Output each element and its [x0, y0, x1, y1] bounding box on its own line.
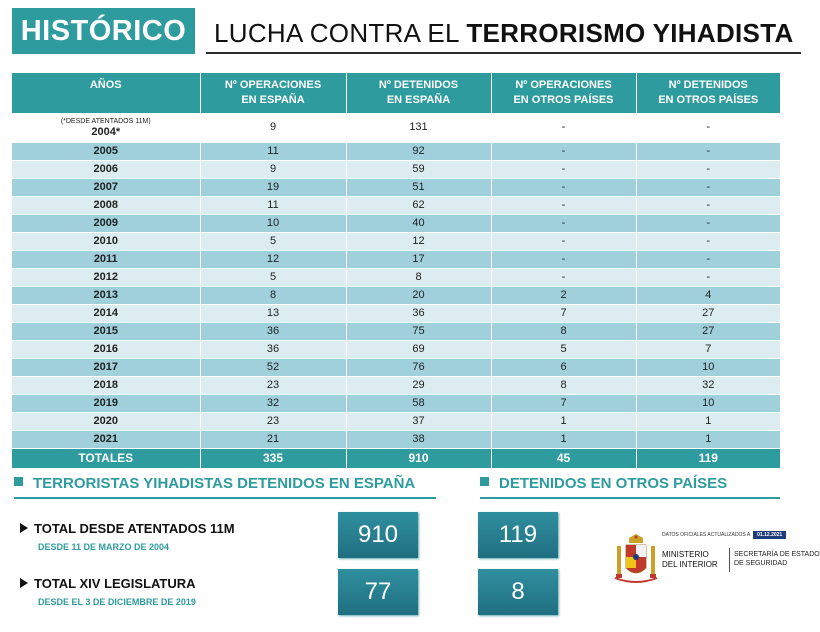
- table-row: [12, 394, 780, 412]
- ops-spain-cell: 11: [200, 142, 346, 160]
- ops-spain-cell: 9: [200, 160, 346, 178]
- ops-other-cell: -: [491, 232, 636, 250]
- ops-spain-cell: 36: [200, 322, 346, 340]
- ops-other-cell: 7: [491, 394, 636, 412]
- col-header-ops-spain: Nº OPERACIONES EN ESPAÑA: [200, 73, 346, 113]
- total-since-11m-subtitle: DESDE 11 DE MARZO DE 2004: [38, 542, 170, 552]
- detained-other-cell: 1: [636, 430, 780, 448]
- ops-spain-cell: 5: [200, 232, 346, 250]
- detained-spain-cell: 38: [346, 430, 491, 448]
- detained-other-cell: -: [636, 142, 780, 160]
- ops-other-cell: 6: [491, 358, 636, 376]
- ops-spain-cell: 32: [200, 394, 346, 412]
- table-row: [12, 113, 780, 142]
- detained-other-cell: 27: [636, 304, 780, 322]
- table-row: [12, 178, 780, 196]
- year-cell: 2008: [12, 196, 200, 214]
- detained-other-cell: -: [636, 196, 780, 214]
- totals-row: [12, 448, 780, 468]
- arrow-icon: [20, 578, 28, 588]
- detained-spain-cell: 8: [346, 268, 491, 286]
- detained-other-cell: 7: [636, 340, 780, 358]
- detained-other-cell: -: [636, 113, 780, 142]
- ops-other-cell: 5: [491, 340, 636, 358]
- ops-spain-cell: 11: [200, 196, 346, 214]
- ministry-logo: [612, 528, 820, 588]
- table-row: [12, 358, 780, 376]
- detained-other-cell: 27: [636, 322, 780, 340]
- ops-spain-cell: 21: [200, 430, 346, 448]
- detained-spain-cell: 37: [346, 412, 491, 430]
- year-cell: 2016: [12, 340, 200, 358]
- table-row: [12, 304, 780, 322]
- ops-spain-cell: 23: [200, 412, 346, 430]
- table-row: [12, 412, 780, 430]
- detained-spain-cell: 69: [346, 340, 491, 358]
- total-11m-other-value: 119: [478, 512, 558, 558]
- table-row: [12, 232, 780, 250]
- ops-other-cell: 2: [491, 286, 636, 304]
- total-ops-spain: 335: [200, 448, 346, 468]
- ops-other-cell: 1: [491, 430, 636, 448]
- detained-other-cell: -: [636, 160, 780, 178]
- table-row: [12, 322, 780, 340]
- detained-spain-cell: 51: [346, 178, 491, 196]
- detained-spain-cell: 62: [346, 196, 491, 214]
- year-cell: 2012: [12, 268, 200, 286]
- ops-other-cell: -: [491, 196, 636, 214]
- table-row: [12, 268, 780, 286]
- detained-spain-cell: 59: [346, 160, 491, 178]
- total-xiv-legislature: TOTAL XIV LEGISLATURA DESDE EL 3 DE DICIEMBRE DE 2019: [20, 576, 196, 607]
- table-row: [12, 214, 780, 232]
- total-detained-other: 119: [636, 448, 780, 468]
- year-cell: 2020: [12, 412, 200, 430]
- title-bold: TERRORISMO YIHADISTA: [466, 18, 794, 48]
- section-title-other: DETENIDOS EN OTROS PAÍSES: [480, 475, 727, 492]
- detained-other-cell: -: [636, 250, 780, 268]
- total-since-11m: TOTAL DESDE ATENTADOS 11M DESDE 11 DE MARZO DE 2004: [20, 521, 235, 552]
- data-updated-date: 01.12.2021: [753, 531, 786, 539]
- ops-other-cell: -: [491, 160, 636, 178]
- ops-other-cell: -: [491, 214, 636, 232]
- table-header-row: [12, 73, 780, 113]
- secretariat-name: SECRETARÍA DE ESTADO DE SEGURIDAD: [734, 551, 820, 567]
- detained-other-cell: 10: [636, 358, 780, 376]
- totals-label: TOTALES: [12, 448, 200, 468]
- year-cell: 2018: [12, 376, 200, 394]
- total-detained-spain: 910: [346, 448, 491, 468]
- ops-other-cell: -: [491, 268, 636, 286]
- ops-other-cell: 7: [491, 304, 636, 322]
- detained-spain-cell: 58: [346, 394, 491, 412]
- ops-spain-cell: 10: [200, 214, 346, 232]
- year-cell: 2019: [12, 394, 200, 412]
- detained-spain-cell: 75: [346, 322, 491, 340]
- year-cell: 2010: [12, 232, 200, 250]
- table-row: [12, 250, 780, 268]
- total-ops-other: 45: [491, 448, 636, 468]
- col-header-detained-spain: Nº DETENIDOS EN ESPAÑA: [346, 73, 491, 113]
- detained-spain-cell: 12: [346, 232, 491, 250]
- data-updated-label: DATOS OFICIALES ACTUALIZADOS A 01.12.2021: [662, 532, 786, 538]
- total-xiv-other-value: 8: [478, 569, 558, 615]
- ops-other-cell: -: [491, 178, 636, 196]
- detained-spain-cell: 20: [346, 286, 491, 304]
- ops-spain-cell: 13: [200, 304, 346, 322]
- attack-note: (*DESDE ATENTADOS 11M): [60, 118, 151, 126]
- year-cell: 2009: [12, 214, 200, 232]
- detained-other-cell: 4: [636, 286, 780, 304]
- table-row: [12, 340, 780, 358]
- ops-other-cell: 1: [491, 412, 636, 430]
- ops-spain-cell: 8: [200, 286, 346, 304]
- year-cell: (*DESDE ATENTADOS 11M) 2004*: [12, 113, 200, 142]
- ops-spain-cell: 12: [200, 250, 346, 268]
- logo-separator: [729, 548, 730, 572]
- total-xiv-spain-value: 77: [338, 569, 418, 615]
- table-row: [12, 286, 780, 304]
- page-title: [214, 18, 794, 49]
- year-cell: 2005: [12, 142, 200, 160]
- ops-spain-cell: 36: [200, 340, 346, 358]
- table-row: [12, 142, 780, 160]
- ops-other-cell: -: [491, 250, 636, 268]
- table-row: [12, 430, 780, 448]
- detained-spain-cell: 36: [346, 304, 491, 322]
- ops-spain-cell: 9: [200, 113, 346, 142]
- ops-other-cell: -: [491, 142, 636, 160]
- detained-spain-cell: 76: [346, 358, 491, 376]
- detained-other-cell: 32: [636, 376, 780, 394]
- detained-other-cell: -: [636, 214, 780, 232]
- arrow-icon: [20, 523, 28, 533]
- ops-spain-cell: 19: [200, 178, 346, 196]
- ops-other-cell: 8: [491, 322, 636, 340]
- total-xiv-legislature-subtitle: DESDE EL 3 DE DICIEMBRE DE 2019: [38, 597, 196, 607]
- ops-spain-cell: 52: [200, 358, 346, 376]
- year-cell: 2015: [12, 322, 200, 340]
- year-cell: 2007: [12, 178, 200, 196]
- section-divider-spain: [14, 497, 436, 499]
- section-divider-other: [480, 497, 780, 499]
- detained-spain-cell: 17: [346, 250, 491, 268]
- detained-other-cell: 1: [636, 412, 780, 430]
- ops-other-cell: -: [491, 113, 636, 142]
- detained-spain-cell: 131: [346, 113, 491, 142]
- title-plain: LUCHA CONTRA EL: [214, 18, 459, 48]
- detained-spain-cell: 92: [346, 142, 491, 160]
- spain-coat-of-arms-icon: [615, 534, 657, 586]
- year-cell: 2011: [12, 250, 200, 268]
- year-cell: 2014: [12, 304, 200, 322]
- historico-badge: HISTÓRICO: [12, 8, 195, 54]
- detained-other-cell: 10: [636, 394, 780, 412]
- year-cell: 2006: [12, 160, 200, 178]
- detained-other-cell: -: [636, 178, 780, 196]
- col-header-detained-other: Nº DETENIDOS EN OTROS PAÍSES: [636, 73, 780, 113]
- table-row: [12, 376, 780, 394]
- ops-spain-cell: 23: [200, 376, 346, 394]
- table-row: [12, 160, 780, 178]
- col-header-years: AÑOS: [12, 73, 200, 113]
- ops-spain-cell: 5: [200, 268, 346, 286]
- year-cell: 2021: [12, 430, 200, 448]
- detained-other-cell: -: [636, 268, 780, 286]
- ops-other-cell: 8: [491, 376, 636, 394]
- title-underline: [206, 52, 801, 54]
- detained-spain-cell: 29: [346, 376, 491, 394]
- year-cell: 2013: [12, 286, 200, 304]
- page-header: [12, 8, 801, 54]
- col-header-ops-other: Nº OPERACIONES EN OTROS PAÍSES: [491, 73, 636, 113]
- ministry-name: MINISTERIO DEL INTERIOR: [662, 550, 718, 569]
- history-table: [12, 73, 780, 469]
- section-title-spain: TERRORISTAS YIHADISTAS DETENIDOS EN ESPAÑA: [14, 475, 415, 492]
- detained-spain-cell: 40: [346, 214, 491, 232]
- section-bullet: [14, 477, 23, 486]
- table-row: [12, 196, 780, 214]
- year-cell: 2017: [12, 358, 200, 376]
- section-bullet: [480, 477, 489, 486]
- total-11m-spain-value: 910: [338, 512, 418, 558]
- detained-other-cell: -: [636, 232, 780, 250]
